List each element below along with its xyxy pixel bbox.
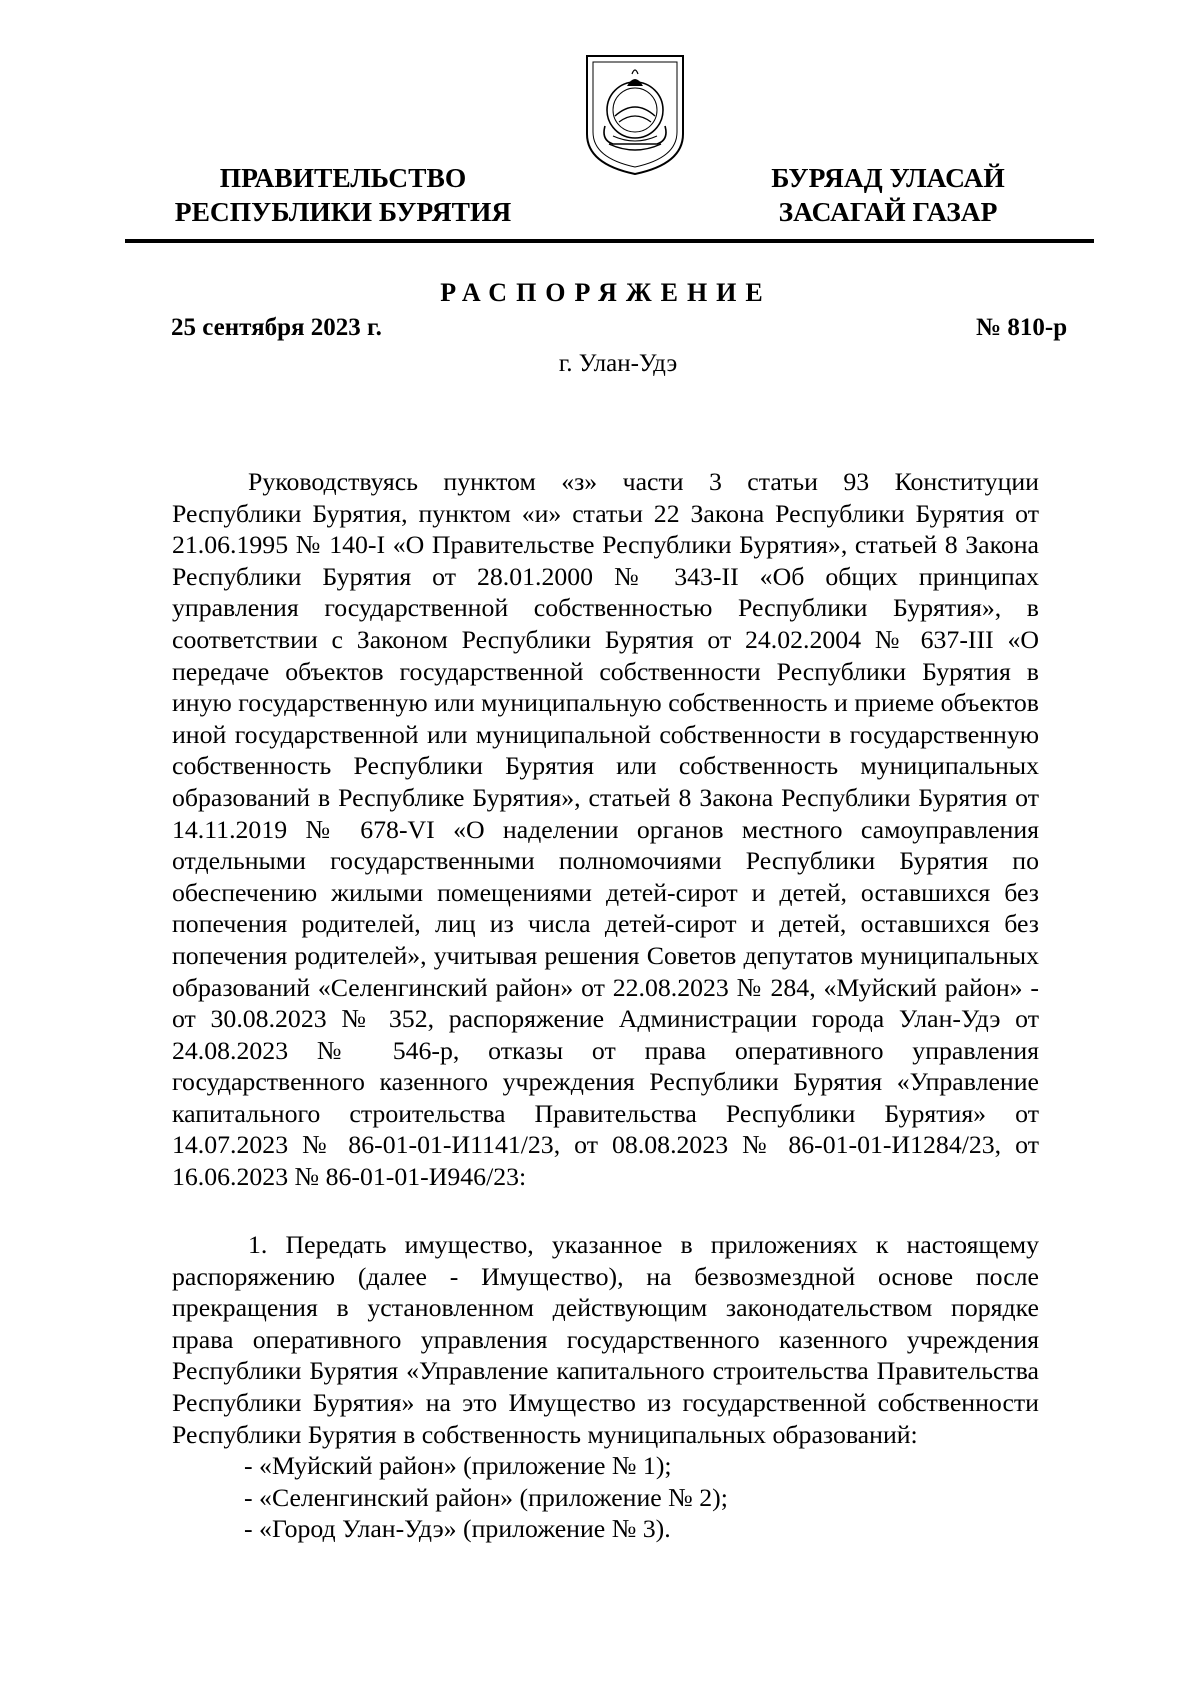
document-date: 25 сентября 2023 г. [171,314,382,341]
issuer-line-1: ПРАВИТЕЛЬСТВО [219,162,467,193]
document-number: № 810-р [976,314,1068,341]
list-item: - «Город Улан-Удэ» (приложение № 3). [244,1514,671,1544]
issuer-line-2: РЕСПУБЛИКИ БУРЯТИЯ [174,196,512,227]
document-city: г. Улан-Удэ [558,350,678,377]
recipient-list [244,1450,728,1545]
issuer-buryat-line-1: БУРЯАД УЛАСАЙ [771,162,1005,193]
issuer-name-buryat [738,161,1038,229]
issuer-name-russian [148,161,538,229]
list-item: - «Муйский район» (приложение № 1); [244,1451,672,1480]
list-item: - «Селенгинский район» (приложение № 2); [244,1482,728,1512]
point-1-paragraph: 1. Передать имущество, указанное в приложениях к настоящему распоряжению (далее - Имущество), на безвозмездной основе после прекращения в установленном действующим законодательством порядке права оперативного управления государственного казенного учреждения Республики Бурятия «Управление капитального строительства Правительства Республики Бурятия» на это Имущество из государственной собственности Республики Бурятия в собственность муниципальных образований: [172,1230,1039,1449]
document-type-title: РАСПОРЯЖЕНИЕ [440,278,772,307]
coat-of-arms-buryatia-icon [583,52,687,178]
header-divider [125,239,1094,243]
issuer-buryat-line-2: ЗАСАГАЙ ГАЗАР [778,196,998,227]
preamble-paragraph: Руководствуясь пунктом «з» части 3 статьи 93 Конституции Республики Бурятия, пунктом «и» статьи 22 Закона Республики Бурятия от 21.06.1995 № 140-I «О Правительстве Республики Бурятия», статьей 8 Закона Республики Бурятия от 28.01.2000 № 343-II «Об общих принципах управления государственной собственностью Республики Бурятия», в соответствии с Законом Республики Бурятия от 24.02.2004 № 637-III «О передаче объектов государственной собственности Республики Бурятия в иную государственную или муниципальную собственность и приеме объектов иной государственной или муниципальной собственности в государственную собственность Республики Бурятия или собственность муниципальных образований в Республике Бурятия», статьей 8 Закона Республики Бурятия от 14.11.2019 № 678-VI «О наделении органов местного самоуправления отдельными государственными полномочиями Республики Бурятия по обеспечению жилыми помещениями детей-сирот и детей, оставшихся без попечения родителей, лиц из числа детей-сирот и детей, оставшихся без попечения родителей», учитывая решения Советов депутатов муниципальных образований «Селенгинский район» от 22.08.2023 № 284, «Муйский район» - от 30.08.2023 № 352, распоряжение Администрации города Улан-Удэ от 24.08.2023 № 546-р, отказы от права оперативного управления государственного казенного учреждения Республики Бурятия «Управление капитального строительства Правительства Республики Бурятия» от 14.07.2023 № 86-01-01-И1141/23, от 08.08.2023 № 86-01-01-И1284/23, от 16.06.2023 № 86-01-01-И946/23: [172,467,1039,1192]
